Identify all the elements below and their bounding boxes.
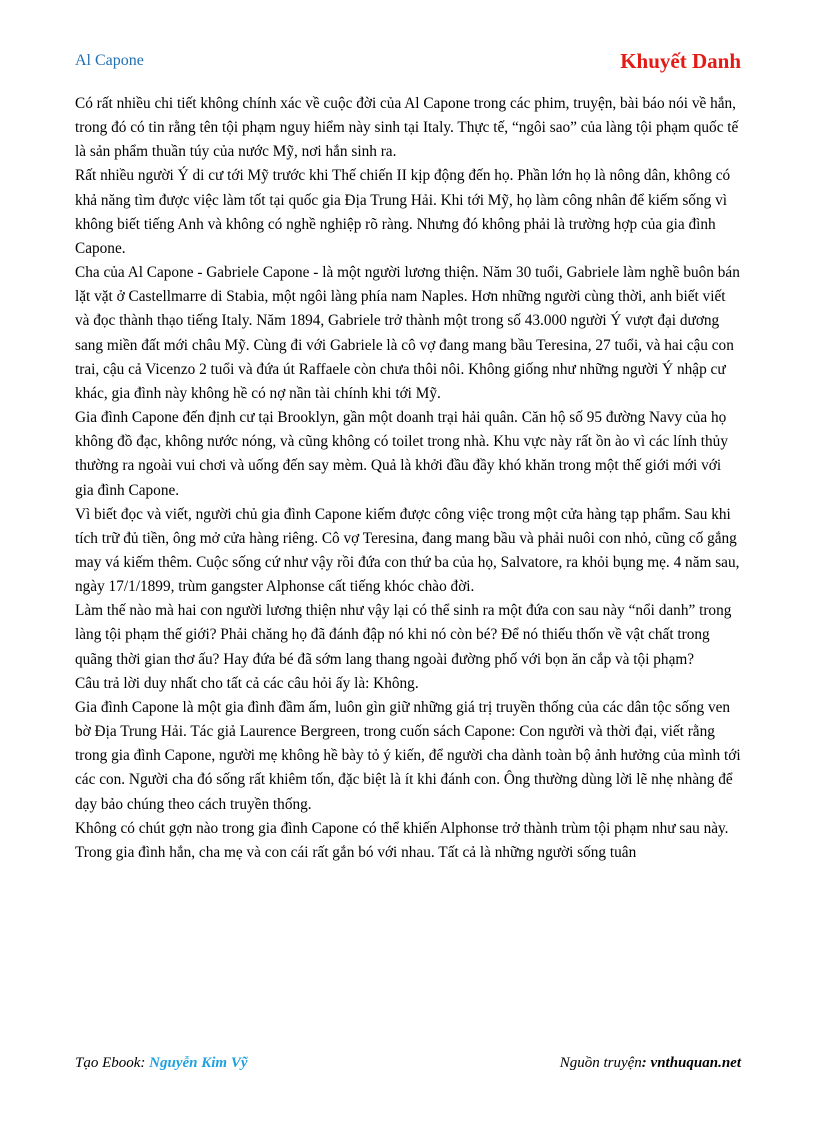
footer-separator: : [641,1055,651,1071]
footer-ebook-label: Tạo Ebook [75,1055,141,1071]
paragraph: Câu trả lời duy nhất cho tất cả các câu hỏi ấy là: Không. [75,674,419,692]
footer-separator: : [140,1055,150,1071]
paragraph: Làm thế nào mà hai con người lương thiện như vậy lại có thể sinh ra một đứa con sau này “nổi danh” trong làng tội phạm thế giới? Phải chăng họ đã đánh đập nó khi nó còn bé? Để nó thiếu thốn về vật chất trong quãng thời gian thơ ấu? Hay đứa bé đã sớm lang thang ngoài đường phố với bọn ăn cắp và tội phạm? [75,602,732,668]
running-header-author: Khuyết Danh [620,49,741,73]
body-text [75,92,743,865]
footer-source-site: vnthuquan.net [650,1055,741,1071]
paragraph: Vì biết đọc và viết, người chủ gia đình Capone kiếm được công việc trong một cửa hàng tạp phẩm. Sau khi tích trữ đủ tiền, ông mở cửa hàng riêng. Cô vợ Teresina, đang mang bầu và phải nuôi con nhỏ, cũng cố gắng may vá kiếm thêm. Cuộc sống cứ như vậy rồi đứa con thứ ba của họ, Salvatore, ra khỏi bụng mẹ. 4 năm sau, ngày 17/1/1899, trùm gangster Alphonse cất tiếng khóc chào đời. [75,505,740,596]
footer-ebook-credit [75,1055,248,1072]
footer-ebook-creator: Nguyễn Kim Vỹ [149,1055,248,1071]
paragraph: Cha của Al Capone - Gabriele Capone - là một người lương thiện. Năm 30 tuổi, Gabriele làm nghề buôn bán lặt vặt ở Castellmarre di Stabia, một ngôi làng phía nam Naples. Hơn những người cùng thời, anh biết viết và đọc thành thạo tiếng Italy. Năm 1894, Gabriele trở thành một trong số 43.000 người Ý vượt đại dương sang miền đất mới châu Mỹ. Cùng đi với Gabriele là cô vợ đang mang bầu Teresina, 27 tuổi, và hai cậu con trai, cậu cả Vicenzo 2 tuổi và đứa út Raffaele còn chưa thôi nôi. Không giống như những người Ý nhập cư khác, gia đình này không hề có nợ nần tài chính khi tới Mỹ. [75,264,740,402]
paragraph: Gia đình Capone là một gia đình đầm ấm, luôn gìn giữ những giá trị truyền thống của các dân tộc sống ven bờ Địa Trung Hải. Tác giả Laurence Bergreen, trong cuốn sách Capone: Con người và thời đại, viết rằng trong gia đình Capone, người mẹ không hề bày tỏ ý kiến, để người cha dành toàn bộ ảnh hưởng của mình tới các con. Người cha đó sống rất khiêm tốn, đặc biệt là ít khi đánh con. Ông thường dùng lời lẽ nhẹ nhàng để dạy bảo chúng theo cách truyền thống. [75,698,741,813]
paragraph: Không có chút gợn nào trong gia đình Capone có thể khiến Alphonse trở thành trùm tội phạm như sau này. Trong gia đình hắn, cha mẹ và con cái rất gắn bó với nhau. Tất cả là những người sống tuân [75,819,729,861]
paragraph: Có rất nhiều chi tiết không chính xác về cuộc đời của Al Capone trong các phim, truyện, bài báo nói về hắn, trong đó có tin rằng tên tội phạm nguy hiểm này sinh tại Italy. Thực tế, “ngôi sao” của làng tội phạm quốc tế là sản phẩm thuần túy của nước Mỹ, nơi hắn sinh ra. [75,95,739,161]
paragraph: Rất nhiều người Ý di cư tới Mỹ trước khi Thế chiến II kịp động đến họ. Phần lớn họ là nông dân, không có khả năng tìm được việc làm tốt tại quốc gia Địa Trung Hải. Khi tới Mỹ, họ làm công nhân để kiếm sống vì không biết tiếng Anh và không có nghề nghiệp rõ ràng. Nhưng đó không phải là trường hợp của gia đình Capone. [75,167,731,257]
footer-source-credit [560,1055,741,1072]
running-header-title: Al Capone [75,52,144,69]
paragraph: Gia đình Capone đến định cư tại Brooklyn, gần một doanh trại hải quân. Căn hộ số 95 đường Navy của họ không đồ đạc, không nước nóng, và cũng không có toilet trong nhà. Khu vực này rất ồn ào vì các lính thủy thường ra ngoài vui chơi và uống đến say mèm. Quả là khởi đầu đầy khó khăn trong một thế giới mới với gia đình Capone. [75,409,728,499]
footer-source-label: Nguồn truyện [559,1055,642,1071]
